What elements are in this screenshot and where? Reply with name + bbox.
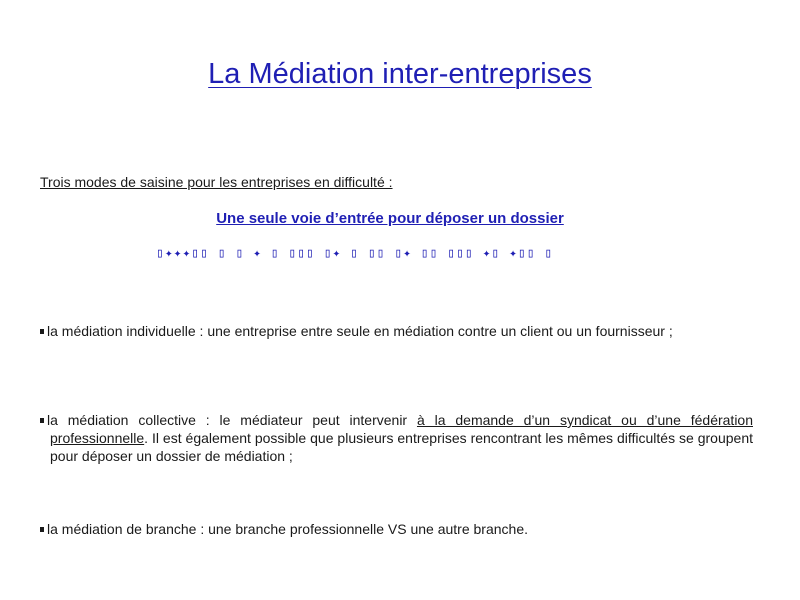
symbol-line: ▯✦✦✦▯▯ ▯ ▯ ✦ ▯ ▯▯▯ ▯✦ ▯ ▯▯ ▯✦ ▯▯ ▯▯▯ ✦▯ ✦▯▯ ▯ bbox=[156, 246, 554, 261]
bullet-text: la médiation individuelle : une entreprise entre seule en médiation contre un client ou un fournisseur ; bbox=[47, 323, 673, 339]
bullet-text: la médiation de branche : une branche professionnelle VS une autre branche. bbox=[47, 521, 528, 537]
slide-title: La Médiation inter-entreprises bbox=[208, 58, 592, 90]
bullet-text-prefix: la médiation collective : le médiateur peut intervenir bbox=[47, 412, 417, 428]
bullet-item-collective bbox=[40, 411, 753, 465]
bullet-icon bbox=[40, 329, 44, 334]
bullet-item-branche bbox=[40, 520, 753, 538]
bullet-icon bbox=[40, 418, 44, 423]
bullet-icon bbox=[40, 527, 44, 532]
underlined-phrase: à la demande d’un syndicat ou d’une fédération professionnelle bbox=[50, 412, 753, 446]
bullet-item-individuelle bbox=[40, 322, 753, 340]
subtitle: Une seule voie d’entrée pour déposer un dossier bbox=[216, 210, 564, 227]
bullet-text-suffix: . Il est également possible que plusieurs entreprises rencontrant les mêmes difficultés se groupent pour déposer un dossier de médiation ; bbox=[50, 430, 753, 464]
intro-text: Trois modes de saisine pour les entreprises en difficulté : bbox=[40, 174, 393, 190]
